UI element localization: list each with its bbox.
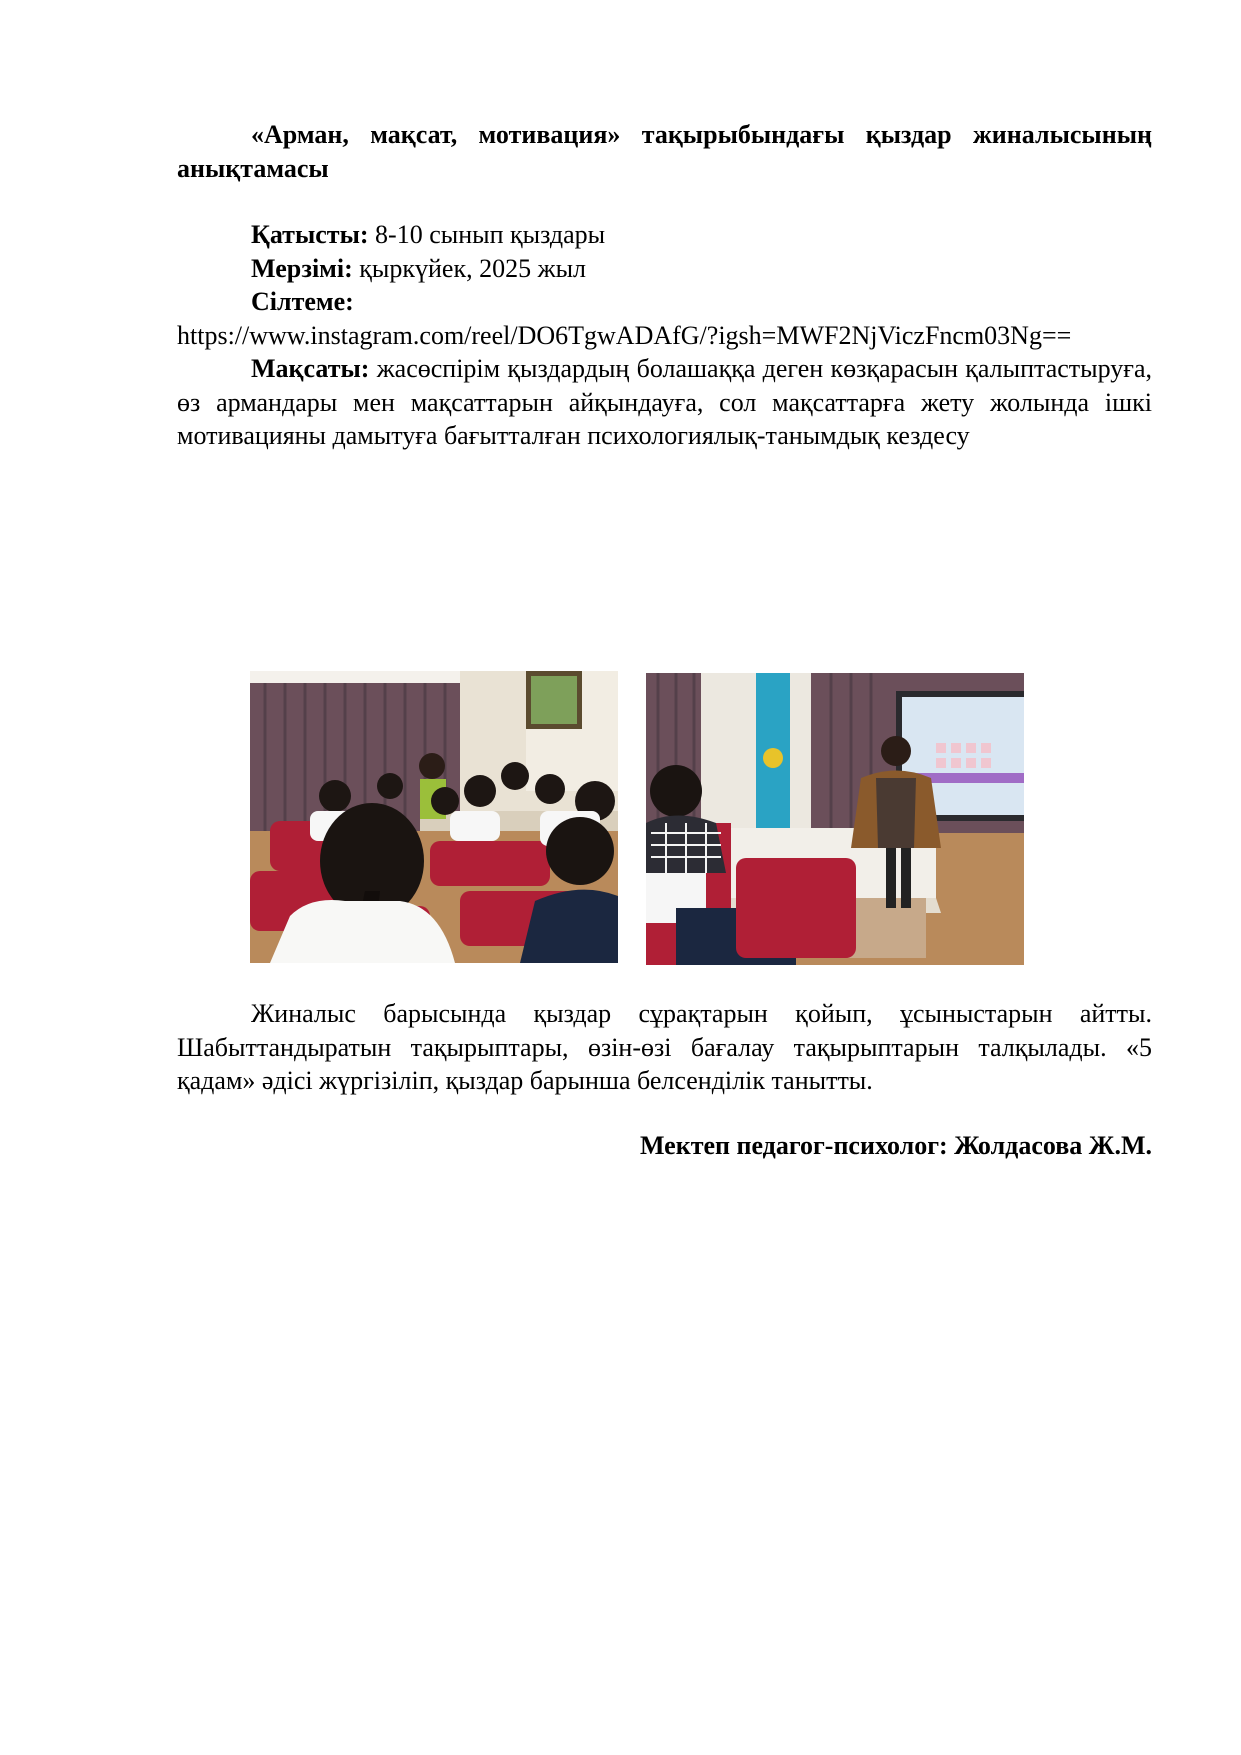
participants-line [177,218,1152,252]
document-title: «Арман, мақсат, мотивация» тақырыбындағы қыздар жиналысының анықтамасы [177,120,1152,183]
document-body [177,118,1152,1160]
instagram-link[interactable]: https://www.instagram.com/reel/DO6TgwADAfG/?igsh=MWF2NjViczFncm03Ng== [177,320,1072,350]
date-label: Мерзімі: [251,253,353,283]
photo-row [177,671,1152,965]
link-line [177,285,1152,319]
audience-photo-image [250,671,618,963]
link-label: Сілтеме: [251,287,354,316]
purpose-label: Мақсаты: [251,354,370,383]
date-line [177,252,1152,286]
participants-value: 8-10 сынып қыздары [368,220,606,249]
date-value: қыркүйек, 2025 жыл [352,253,587,283]
speaker-presenting-photo [646,673,1024,965]
speaker-photo-image [646,673,1024,965]
summary-paragraph: Жиналыс барысында қыздар сұрақтарын қойып, ұсыныстарын айтты. Шабыттандыратын тақырыптары, өзін-өзі бағалау тақырыптарын талқылады. «5 қадам» әдісі жүргізіліп, қыздар барынша белсенділік танытты. [177,999,1152,1095]
meeting-details [177,218,1152,453]
meeting-audience-photo [250,671,618,963]
participants-label: Қатысты: [251,220,369,249]
purpose-text: жасөспірім қыздардың болашаққа деген көзқарасын қалыптастыруға, өз армандары мен мақсаттарын айқындауға, сол мақсаттарға жету жолында ішкі мотивацияны дамытуға бағытталған психологиялық-танымдық кездесу [177,354,1152,450]
signature-line: Мектеп педагог-психолог: Жолдасова Ж.М. [639,1131,1152,1160]
purpose-paragraph [177,352,1152,453]
